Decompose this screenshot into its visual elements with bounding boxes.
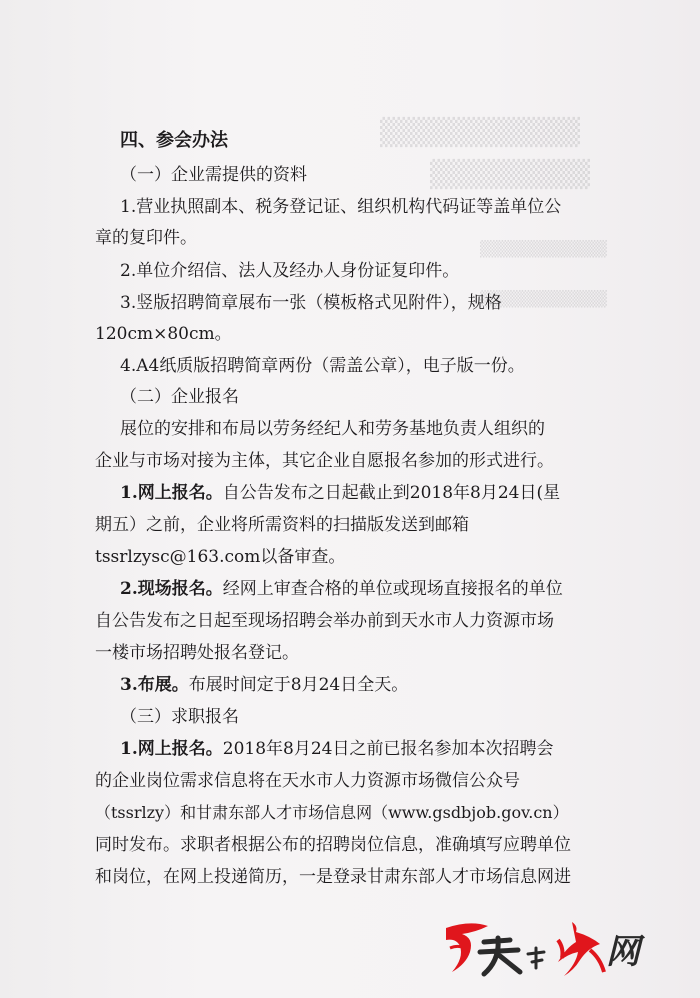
paragraph-line: 4.A4纸质版招聘简章两份（需盖公章），电子版一份。 (120, 356, 525, 376)
item-text: 3.竖版招聘简章展布一张（模板格式见附件），规格 (120, 293, 502, 313)
paragraph-line: 同时发布。求职者根据公布的招聘岗位信息，准确填写应聘单位 (95, 835, 571, 855)
paragraph-line: 自公告发布之日起至现场招聘会举办前到天水市人力资源市场 (95, 611, 554, 631)
subsection-title-materials: （一）企业需提供的资料 (120, 165, 307, 185)
paragraph-line: （tssrlzy）和甘肃东部人才市场信息网（www.gsdbjob.gov.cn） (95, 803, 569, 822)
paragraph-line: 展位的安排和布局以劳务经纪人和劳务基地负责人组织的 (120, 419, 545, 439)
paragraph-line: 的企业岗位需求信息将在天水市人力资源市场微信公众号 (95, 771, 520, 791)
paragraph-line: 章的复印件。 (95, 228, 197, 248)
bleed-through-text: ▒▒▒▒▒▒▒▒▒▒▒ (480, 240, 607, 258)
logo-net-char: 网 (606, 932, 640, 972)
paragraph-line (120, 578, 563, 600)
bleed-through-text: ▒▒▒▒▒▒▒▒▒▒ (380, 118, 580, 148)
paragraph-line (120, 482, 560, 504)
booth-setup-label: 3.布展。 (120, 675, 189, 695)
paragraph-line: 2.单位介绍信、法人及经办人身份证复印件。 (120, 261, 460, 281)
onsite-registration-label: 2.现场报名。 (120, 579, 223, 599)
paragraph-line (120, 292, 635, 314)
paragraph-line: 和岗位，在网上投递简历，一是登录甘肃东部人才市场信息网进 (95, 867, 571, 887)
subsection-title-jobseekers: （三）求职报名 (120, 707, 239, 727)
item-text: 2018年8月24日之前已报名参加本次招聘会 (222, 739, 554, 759)
online-registration-label: 1.网上报名。 (120, 483, 223, 503)
bleed-through-text: ▒▒▒▒▒▒▒▒ (430, 160, 590, 190)
job-online-label: 1.网上报名。 (120, 739, 223, 759)
paragraph-line: 120cm×80cm。 (95, 324, 232, 344)
paragraph-line: 一楼市场招聘处报名登记。 (95, 643, 299, 663)
bleed-through-text: ▒▒▒▒▒▒▒▒▒▒▒ (480, 290, 607, 308)
section-heading: 四、参会办法 (120, 130, 228, 151)
item-text: 自公告发布之日起截止到2018年8月24日(星 (222, 483, 561, 503)
paragraph-line (120, 738, 553, 760)
paragraph-line (120, 196, 640, 218)
subsection-title-registration: （二）企业报名 (120, 387, 239, 407)
paragraph-line: 期五）之前，企业将所需资料的扫描版发送到邮箱 (95, 515, 469, 535)
paragraph-line (120, 674, 408, 696)
item-text: 1.营业执照副本、税务登记证、组织机构代码证等盖单位公 (120, 197, 562, 217)
paragraph-line: 企业与市场对接为主体，其它企业自愿报名参加的形式进行。 (95, 451, 554, 471)
item-text: 经网上审查合格的单位或现场直接报名的单位 (222, 579, 563, 599)
item-text: 布展时间定于8月24日全天。 (188, 675, 409, 695)
paragraph-line: tssrlzysc@163.com以备审查。 (95, 547, 346, 567)
